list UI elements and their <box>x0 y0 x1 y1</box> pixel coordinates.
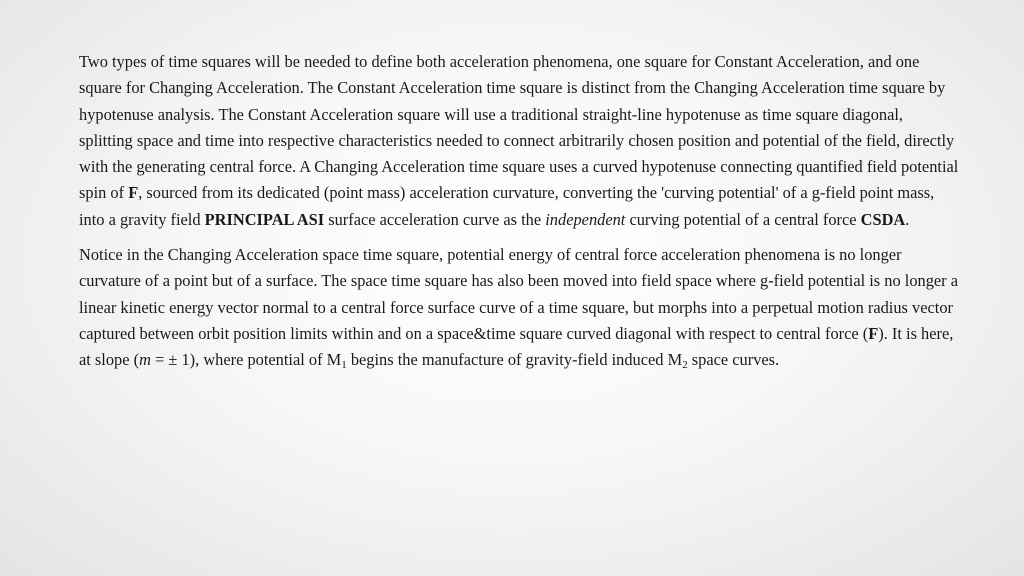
p1-italic-independent: independent <box>545 209 626 229</box>
p2-bold-force: F <box>868 323 879 343</box>
p1-text-4: curving potential of a central force <box>625 209 861 229</box>
p2-text-4: begins the manufacture of gravity-field induced M <box>346 350 683 370</box>
p2-text-2: ). It is here, at slope ( <box>79 323 954 370</box>
paragraph-time-squares <box>79 49 959 233</box>
p1-text-3: surface acceleration curve as the <box>324 209 546 229</box>
p1-text-1: Two types of time squares will be needed to define both acceleration phenomena, one square for Constant Acceleration, and one square for Changing Acceleration. The Constant Acceleration time square is distinct from the Changing Acceleration time square by hypotenuse analysis. The Constant Acceleration square will use a traditional straight-line hypotenuse as time square diagonal, splitting space and time into respective characteristics needed to connect arbitrarily chosen position and potential of the field, directly with the generating central force. A Changing Acceleration time square uses a curved hypotenuse connecting quantified field potential spin of <box>79 52 959 203</box>
p2-italic-slope-m: m <box>139 350 151 370</box>
p1-bold-csda: CSDA <box>860 209 906 229</box>
p2-subscript-1: 1 <box>341 359 347 372</box>
p2-text-1: Notice in the Changing Acceleration space time square, potential energy of central force acceleration phenomena is no longer curvature of a point but of a surface. The space time square has also been moved into field space where g-field potential is no longer a linear kinetic energy vector normal to a central force surface curve of a time square, but morphs into a perpetual motion radius vector captured between orbit position limits within and on a space&time square curved diagonal with respect to central force ( <box>79 245 959 343</box>
p1-bold-force: F <box>128 183 139 203</box>
p1-bold-principal-asi: PRINCIPAL ASI <box>204 209 325 229</box>
p1-text-5: . <box>905 209 910 229</box>
p2-subscript-2: 2 <box>682 359 688 372</box>
p1-text-2: , sourced from its dedicated (point mass) acceleration curvature, converting the 'curving potential' of a g-field point mass, into a gravity field <box>79 183 935 229</box>
paragraph-changing-acceleration <box>79 242 959 373</box>
p2-text-3: = ± 1), where potential of M <box>150 350 342 370</box>
p2-text-5: space curves. <box>687 350 780 370</box>
slide-body <box>79 49 959 383</box>
